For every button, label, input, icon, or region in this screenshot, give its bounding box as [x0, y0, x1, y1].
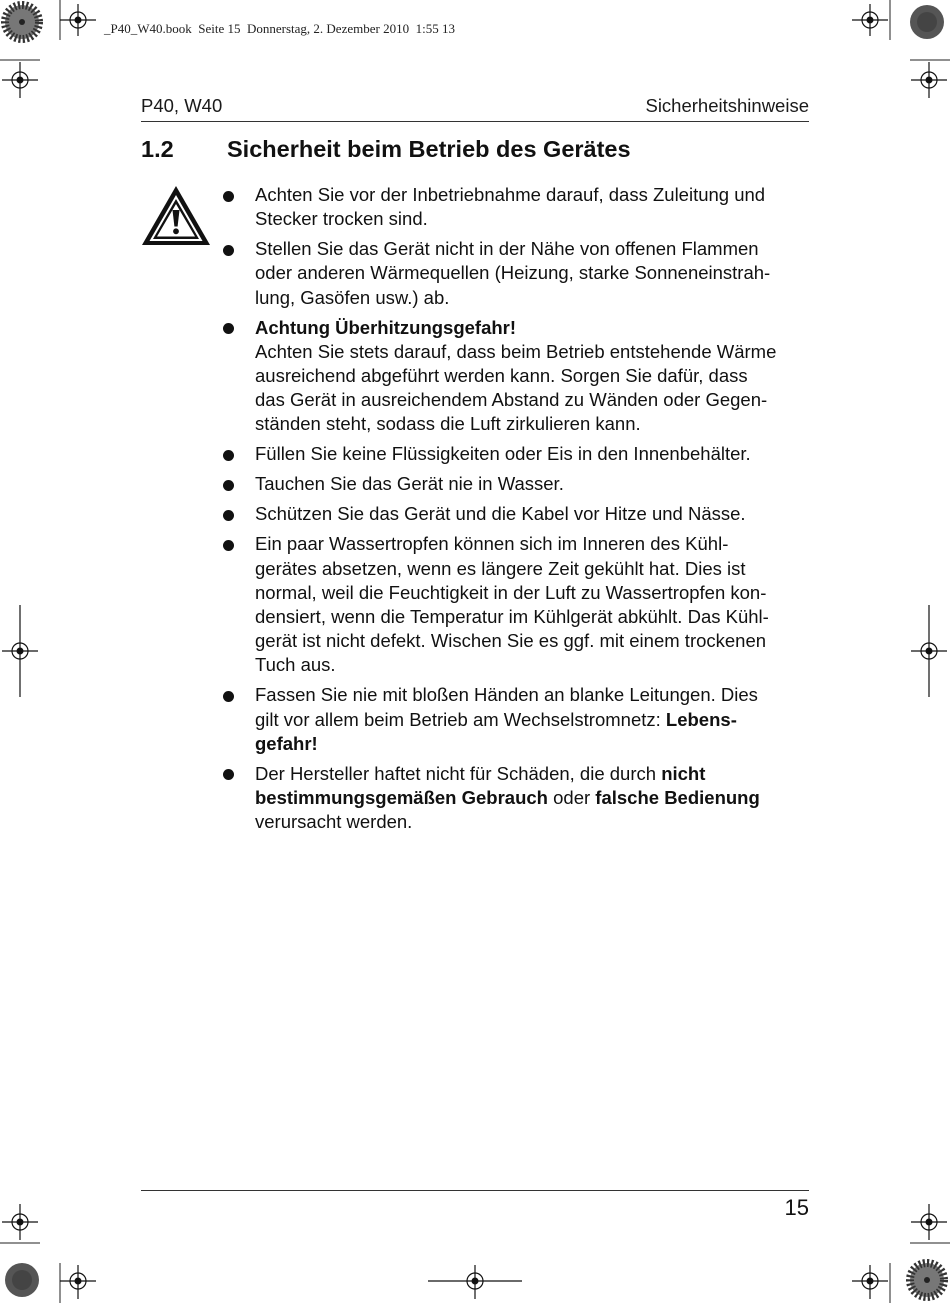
- emphasis: falsche Bedienung: [595, 787, 760, 809]
- item-text-line: Fassen Sie nie mit bloßen Händen an blanke Leitungen. Dies: [255, 684, 758, 706]
- item-text-line: das Gerät in ausreichendem Abstand zu Wänden oder Gegen-: [255, 389, 768, 411]
- list-item: [255, 762, 815, 835]
- header-rule: [141, 121, 809, 122]
- list-item: [255, 502, 815, 526]
- item-text-line: verursacht werden.: [255, 811, 413, 833]
- item-text-line: Füllen Sie keine Flüssigkeiten oder Eis in den Innenbehälter.: [255, 443, 751, 465]
- item-text-line: Achten Sie stets darauf, dass beim Betrieb entstehende Wärme: [255, 340, 777, 362]
- header-model: P40, W40: [141, 95, 223, 116]
- item-text-line: densiert, wenn die Temperatur im Kühlgerät abkühlt. Das Kühl-: [255, 606, 769, 628]
- print-slug: _P40_W40.book Seite 15 Donnerstag, 2. Dezember 2010 1:55 13: [104, 21, 455, 36]
- emphasis: bestimmungsgemäßen Gebrauch: [255, 787, 548, 809]
- header-chapter: Sicherheitshinweise: [645, 95, 809, 116]
- item-heading: Achtung Überhitzungsgefahr!: [255, 316, 517, 338]
- emphasis: nicht: [661, 762, 706, 784]
- item-text-line: Schützen Sie das Gerät und die Kabel vor Hitze und Nässe.: [255, 503, 746, 525]
- section-heading: [141, 136, 631, 163]
- danger-emphasis: gefahr!: [255, 732, 318, 754]
- list-item: [255, 183, 815, 231]
- item-text-line: [255, 708, 815, 732]
- item-text-line: Achten Sie vor der Inbetriebnahme darauf, dass Zuleitung und: [255, 184, 766, 205]
- item-text-line: lung, Gasöfen usw.) ab.: [255, 286, 450, 308]
- running-header: [141, 95, 809, 117]
- item-text-line: Stellen Sie das Gerät nicht in der Nähe von offenen Flammen: [255, 238, 759, 260]
- item-text-line: [255, 762, 815, 786]
- list-item: [255, 683, 815, 756]
- item-text-line: [255, 786, 815, 810]
- item-text-line: oder anderen Wärmequellen (Heizung, starke Sonneneinstrah-: [255, 262, 771, 284]
- section-number: 1.2: [141, 136, 174, 162]
- item-text-run: gilt vor allem beim Betrieb am Wechselstromnetz:: [255, 708, 666, 730]
- item-text-line: Tauchen Sie das Gerät nie in Wasser.: [255, 473, 564, 495]
- item-text-run: Der Hersteller haftet nicht für Schäden, die durch: [255, 762, 662, 784]
- item-text-line: Tuch aus.: [255, 654, 336, 676]
- page-number: 15: [784, 1195, 809, 1220]
- danger-emphasis: Lebens-: [665, 708, 737, 730]
- footer-rule: [141, 1190, 809, 1191]
- item-text-line: gerätes absetzen, wenn es längere Zeit gekühlt hat. Dies ist: [255, 557, 746, 579]
- section-title: Sicherheit beim Betrieb des Gerätes: [227, 136, 631, 162]
- item-text-line: Stecker trocken sind.: [255, 208, 428, 230]
- warning-triangle-icon: [140, 184, 212, 248]
- list-item: [255, 237, 815, 310]
- item-text-line: ausreichend abgeführt werden kann. Sorgen Sie dafür, dass: [255, 365, 748, 387]
- item-text-line: normal, weil die Feuchtigkeit in der Luft zu Wassertropfen kon-: [255, 581, 767, 603]
- item-text-line: gerät ist nicht defekt. Wischen Sie es ggf. mit einem trockenen: [255, 630, 767, 652]
- list-item: [255, 472, 815, 496]
- list-item: [255, 316, 815, 437]
- item-text-run: oder: [547, 787, 596, 809]
- item-text-line: ständen steht, sodass die Luft zirkulieren kann.: [255, 413, 641, 435]
- item-text-line: Ein paar Wassertropfen können sich im Inneren des Kühl-: [255, 533, 729, 555]
- list-item: [255, 532, 815, 677]
- safety-list: [255, 183, 815, 840]
- list-item: [255, 442, 815, 466]
